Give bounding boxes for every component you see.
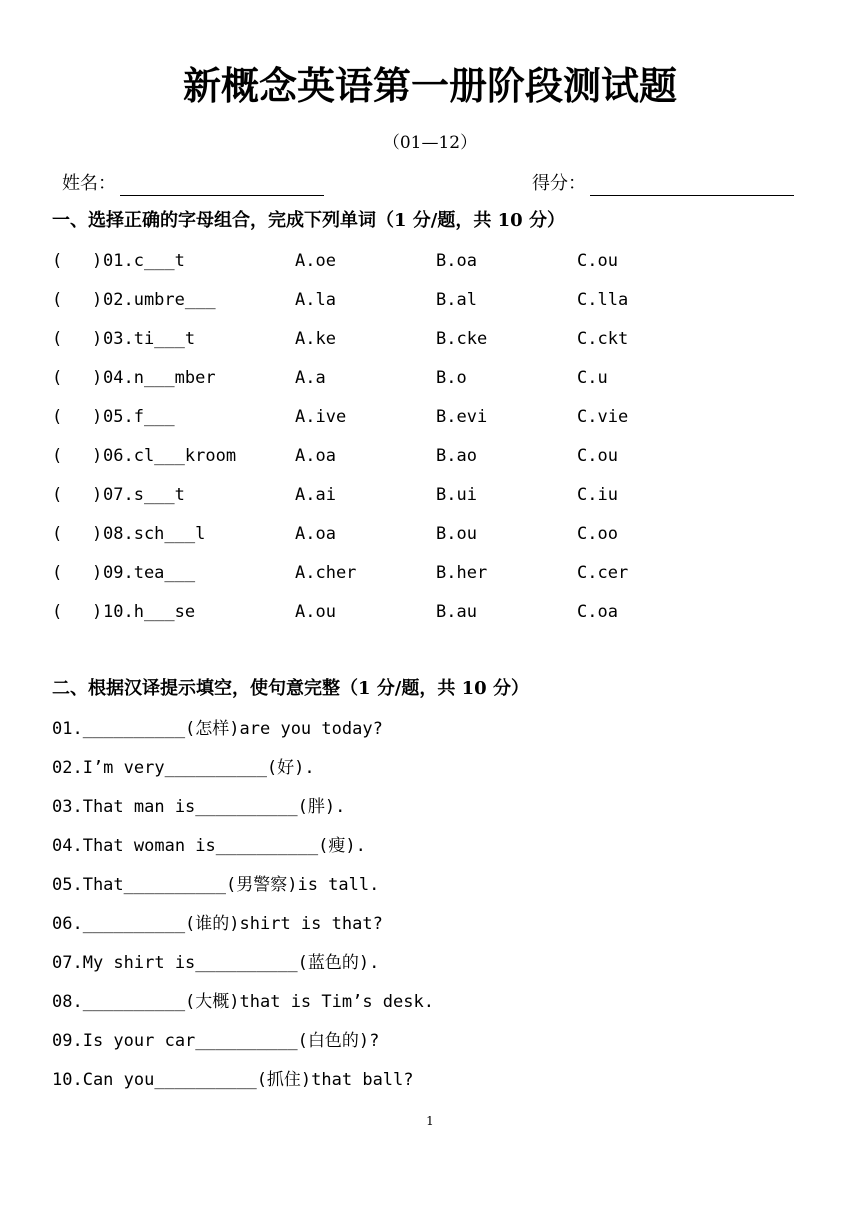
option-b: B.oa <box>436 251 477 271</box>
fill-in-question: 02.I’m very__________(好). <box>52 758 315 778</box>
option-b: B.evi <box>436 407 488 427</box>
answer-paren-close: ) <box>92 290 103 310</box>
answer-paren-open: ( <box>52 329 63 349</box>
option-b: B.ao <box>436 446 477 466</box>
question-row <box>0 326 860 352</box>
question-row <box>0 287 860 313</box>
option-b: B.o <box>436 368 467 388</box>
option-a: A.oe <box>295 251 336 271</box>
option-c: C.cer <box>577 563 629 583</box>
answer-paren-close: ) <box>92 602 103 622</box>
answer-paren-close: ) <box>92 251 103 271</box>
answer-paren-open: ( <box>52 524 63 544</box>
option-a: A.la <box>295 290 336 310</box>
page-number: 1 <box>426 1114 434 1128</box>
answer-paren-close: ) <box>92 329 103 349</box>
answer-paren-open: ( <box>52 563 63 583</box>
answer-paren-close: ) <box>92 524 103 544</box>
answer-paren-open: ( <box>52 251 63 271</box>
fill-in-question: 01.__________(怎样)are you today? <box>52 719 383 739</box>
option-a: A.ive <box>295 407 347 427</box>
section1-heading: 一、选择正确的字母组合，完成下列单词（1 分/题，共 10 分） <box>52 210 565 231</box>
fill-in-question: 07.My shirt is__________(蓝色的). <box>52 953 380 973</box>
option-c: C.oa <box>577 602 618 622</box>
question-word: 04.n___mber <box>103 368 216 388</box>
option-c: C.vie <box>577 407 629 427</box>
option-c: C.ou <box>577 446 618 466</box>
option-c: C.ou <box>577 251 618 271</box>
option-b: B.her <box>436 563 488 583</box>
fill-in-question: 10.Can you__________(抓住)that ball? <box>52 1070 414 1090</box>
fill-in-question: 04.That woman is__________(瘦). <box>52 836 366 856</box>
option-b: B.al <box>436 290 477 310</box>
question-word: 09.tea___ <box>103 563 196 583</box>
question-row <box>0 482 860 508</box>
question-row <box>0 443 860 469</box>
fill-in-question: 03.That man is__________(胖). <box>52 797 346 817</box>
answer-paren-open: ( <box>52 368 63 388</box>
fill-in-question: 05.That__________(男警察)is tall. <box>52 875 380 895</box>
option-c: C.ckt <box>577 329 629 349</box>
option-b: B.au <box>436 602 477 622</box>
option-a: A.ai <box>295 485 336 505</box>
option-c: C.oo <box>577 524 618 544</box>
question-word: 07.s___t <box>103 485 185 505</box>
option-a: A.cher <box>295 563 357 583</box>
answer-paren-open: ( <box>52 290 63 310</box>
name-label: 姓名： <box>62 173 116 194</box>
page-title: 新概念英语第一册阶段测试题 <box>182 63 677 108</box>
question-word: 08.sch___l <box>103 524 206 544</box>
option-c: C.u <box>577 368 608 388</box>
lesson-range: （01—12） <box>382 133 478 153</box>
answer-paren-close: ) <box>92 485 103 505</box>
fill-in-question: 06.__________(谁的)shirt is that? <box>52 914 383 934</box>
question-word: 06.cl___kroom <box>103 446 237 466</box>
question-row <box>0 560 860 586</box>
question-row <box>0 365 860 391</box>
question-word: 02.umbre___ <box>103 290 216 310</box>
question-word: 01.c___t <box>103 251 185 271</box>
option-b: B.ui <box>436 485 477 505</box>
option-c: C.lla <box>577 290 629 310</box>
fill-in-question: 09.Is your car__________(白色的)? <box>52 1031 380 1051</box>
option-c: C.iu <box>577 485 618 505</box>
option-a: A.oa <box>295 524 336 544</box>
option-b: B.cke <box>436 329 488 349</box>
answer-paren-open: ( <box>52 602 63 622</box>
name-blank <box>120 175 324 196</box>
name-field <box>62 172 324 196</box>
score-label: 得分： <box>532 173 586 194</box>
fill-in-question: 08.__________(大概)that is Tim’s desk. <box>52 992 434 1012</box>
option-a: A.ou <box>295 602 336 622</box>
question-row <box>0 404 860 430</box>
answer-paren-close: ) <box>92 446 103 466</box>
answer-paren-close: ) <box>92 368 103 388</box>
score-field <box>532 172 794 196</box>
option-a: A.a <box>295 368 326 388</box>
option-a: A.oa <box>295 446 336 466</box>
question-word: 03.ti___t <box>103 329 196 349</box>
section2-heading: 二、根据汉译提示填空，使句意完整（1 分/题，共 10 分） <box>52 678 529 699</box>
question-row <box>0 248 860 274</box>
score-blank <box>590 175 794 196</box>
question-word: 10.h___se <box>103 602 196 622</box>
option-a: A.ke <box>295 329 336 349</box>
question-row <box>0 599 860 625</box>
answer-paren-open: ( <box>52 407 63 427</box>
option-b: B.ou <box>436 524 477 544</box>
answer-paren-close: ) <box>92 563 103 583</box>
answer-paren-open: ( <box>52 446 63 466</box>
answer-paren-open: ( <box>52 485 63 505</box>
answer-paren-close: ) <box>92 407 103 427</box>
question-word: 05.f___ <box>103 407 175 427</box>
question-row <box>0 521 860 547</box>
